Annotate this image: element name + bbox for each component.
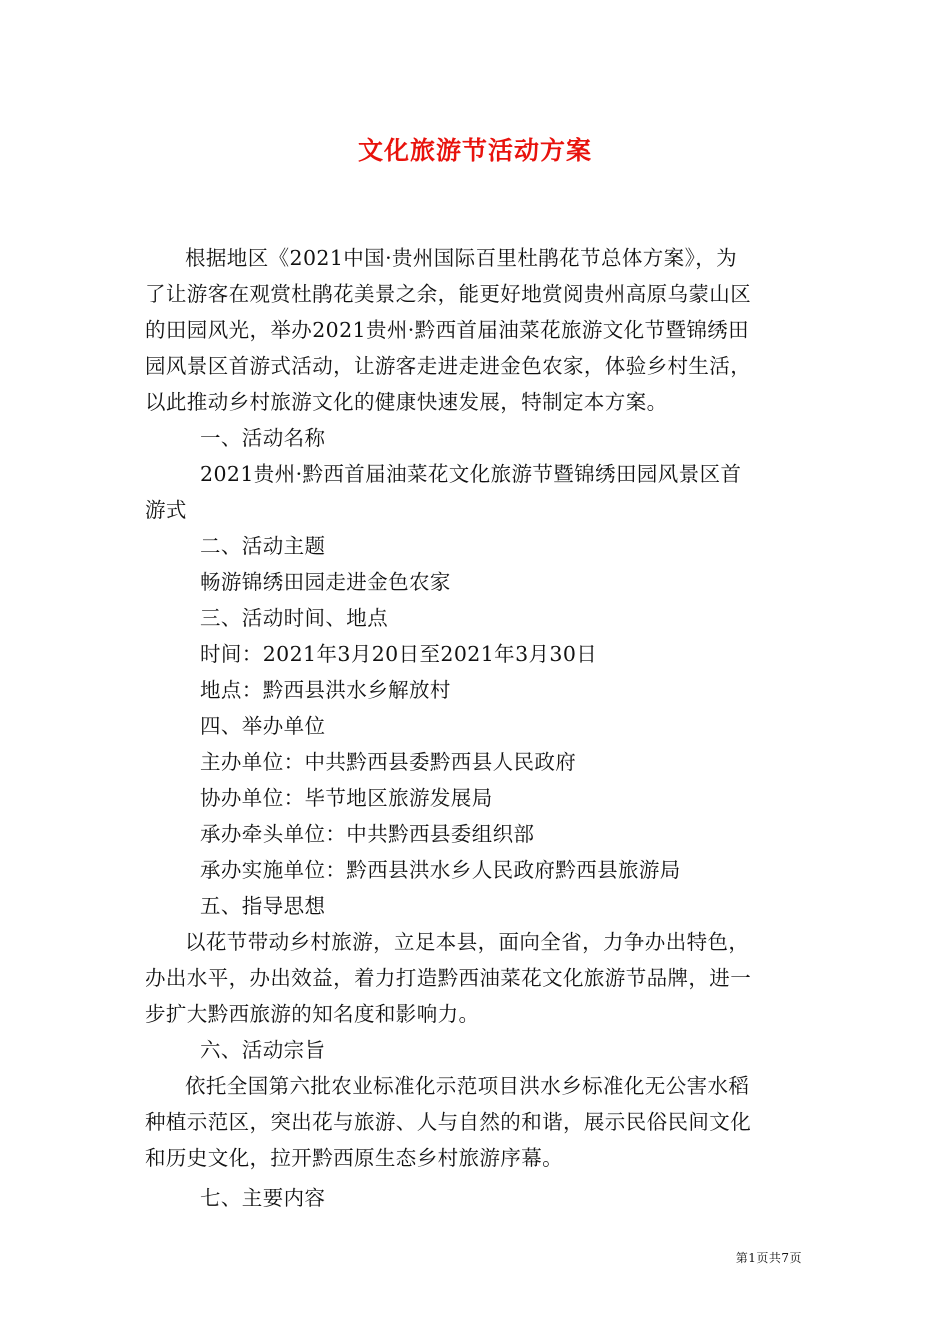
section-heading-6: 六、活动宗旨 xyxy=(200,1038,326,1062)
guiding-line-2: 办出水平，办出效益，着力打造黔西油菜花文化旅游节品牌，进一 xyxy=(145,966,752,990)
intro-line-5: 以此推动乡村旅游文化的健康快速发展，特制定本方案。 xyxy=(145,390,668,414)
host-unit: 主办单位：中共黔西县委黔西县人民政府 xyxy=(200,750,577,774)
intro-line-3: 的田园风光，举办2021贵州·黔西首届油菜花旅游文化节暨锦绣田 xyxy=(145,318,750,342)
section-heading-2: 二、活动主题 xyxy=(200,534,326,558)
guiding-line-1: 以花节带动乡村旅游，立足本县，面向全省，力争办出特色， xyxy=(185,930,750,954)
activity-name-line-1: 2021贵州·黔西首届油菜花文化旅游节暨锦绣田园风景区首 xyxy=(200,462,742,486)
section-heading-1: 一、活动名称 xyxy=(200,426,326,450)
section-heading-4: 四、举办单位 xyxy=(200,714,326,738)
guiding-line-3: 步扩大黔西旅游的知名度和影响力。 xyxy=(145,1002,480,1026)
document-title: 文化旅游节活动方案 xyxy=(357,136,592,165)
activity-name-line-2: 游式 xyxy=(145,498,187,522)
intro-line-2: 了让游客在观赏杜鹃花美景之余，能更好地赏阅贵州高原乌蒙山区 xyxy=(145,282,752,306)
page-number: 第1页共7页 xyxy=(735,1251,802,1265)
section-heading-3: 三、活动时间、地点 xyxy=(200,606,389,630)
purpose-line-2: 种植示范区，突出花与旅游、人与自然的和谐，展示民俗民间文化 xyxy=(145,1110,752,1134)
intro-line-1: 根据地区《2021中国·贵州国际百里杜鹃花节总体方案》，为 xyxy=(185,246,738,270)
section-heading-5: 五、指导思想 xyxy=(200,894,326,918)
purpose-line-1: 依托全国第六批农业标准化示范项目洪水乡标准化无公害水稻 xyxy=(185,1074,750,1098)
purpose-line-3: 和历史文化，拉开黔西原生态乡村旅游序幕。 xyxy=(145,1146,563,1170)
intro-line-4: 园风景区首游式活动，让游客走进走进金色农家，体验乡村生活， xyxy=(145,354,752,378)
lead-organizer: 承办牵头单位：中共黔西县委组织部 xyxy=(200,822,535,846)
implementing-organizer: 承办实施单位：黔西县洪水乡人民政府黔西县旅游局 xyxy=(200,858,681,882)
activity-location: 地点：黔西县洪水乡解放村 xyxy=(200,678,451,702)
co-host-unit: 协办单位：毕节地区旅游发展局 xyxy=(200,786,493,810)
activity-time: 时间：2021年3月20日至2021年3月30日 xyxy=(200,642,598,666)
section-heading-7: 七、主要内容 xyxy=(200,1186,326,1210)
activity-theme: 畅游锦绣田园走进金色农家 xyxy=(200,570,451,594)
